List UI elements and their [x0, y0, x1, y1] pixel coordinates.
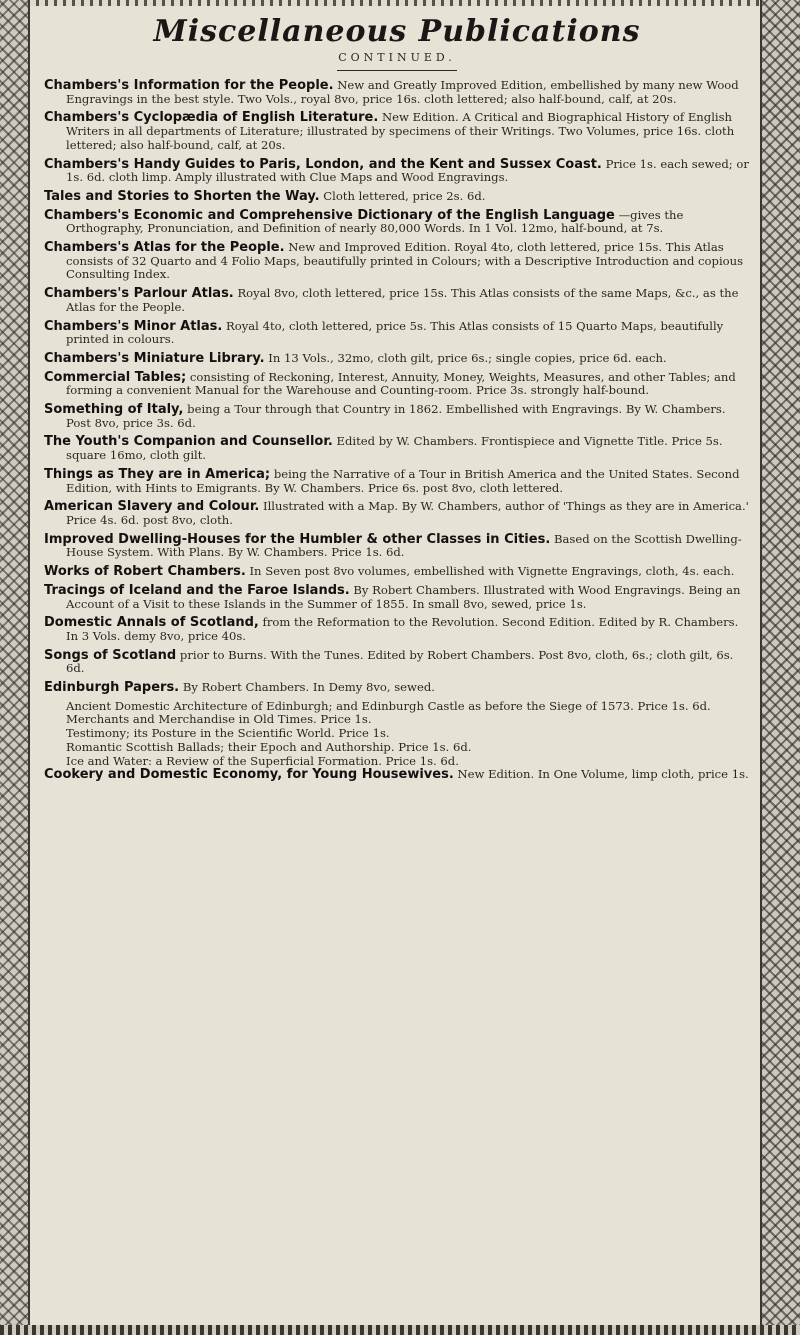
publication-entry — [44, 209, 750, 236]
publication-description: Cloth lettered, price 2s. 6d. — [323, 188, 486, 203]
publication-entry — [44, 79, 750, 106]
publication-entry — [44, 190, 750, 204]
publication-description: Royal 8vo, cloth lettered, price 15s. This Atlas consists of the same Maps, &c., as the Atlas for the People. — [66, 286, 739, 314]
publication-entry — [44, 649, 750, 676]
publication-title: Something of Italy, — [44, 402, 184, 418]
publication-description: Royal 4to, cloth lettered, price 5s. This Atlas consists of 15 Quarto Maps, beautifully printed in colours. — [66, 318, 724, 347]
publication-description: New and Improved Edition. Royal 4to, cloth lettered, price 15s. This Atlas consists of 32 Quarto and 4 Folio Maps, beautifully printed in Colours; with a Descriptive Introduction and copious Consulting Index. — [66, 240, 744, 282]
publication-title: Things as They are in America; — [44, 466, 271, 482]
left-border-ornament — [0, 0, 30, 1335]
publication-entry — [44, 435, 750, 462]
publication-title: Chambers's Parlour Atlas. — [44, 286, 234, 302]
publication-description: By Robert Chambers. In Demy 8vo, sewed. — [182, 680, 435, 695]
right-border-ornament — [760, 0, 800, 1335]
publication-entry — [44, 158, 750, 185]
publication-entry — [44, 111, 750, 152]
publication-subitem: Testimony; its Posture in the Scientific World. Price 1s. — [66, 726, 390, 741]
publication-description: Based on the Scottish Dwelling-House System. With Plans. By W. Chambers. Price 1s. 6d. — [66, 531, 742, 560]
publication-entry — [44, 533, 750, 560]
publication-entry — [44, 768, 750, 782]
publication-entry — [44, 352, 750, 366]
page-subtitle: CONTINUED. — [338, 51, 456, 64]
publication-entry — [44, 403, 750, 430]
entry-list — [44, 79, 750, 782]
publication-description: In 13 Vols., 32mo, cloth gilt, price 6s.; single copies, price 6d. each. — [268, 350, 667, 365]
publication-subitem: Merchants and Merchandise in Old Times. Price 1s. — [66, 712, 372, 727]
publication-title: Chambers's Atlas for the People. — [44, 240, 285, 256]
content-column — [44, 0, 750, 787]
publication-title: Songs of Scotland — [44, 647, 177, 663]
publication-title: Chambers's Economic and Comprehensive Dictionary of the English Language — [44, 207, 615, 223]
publication-description: consisting of Reckoning, Interest, Annuity, Money, Weights, Measures, and other Tables; and forming a convenient Manual for the Warehouse and Counting-room. Price 3s. strongly half-bound. — [66, 369, 736, 398]
publication-description: prior to Burns. With the Tunes. Edited by Robert Chambers. Post 8vo, cloth, 6s.; cloth gilt, 6s. 6d. — [66, 647, 734, 676]
publication-description: In Seven post 8vo volumes, embellished with Vignette Engravings, cloth, 4s. each. — [249, 564, 735, 579]
publication-description: being the Narrative of a Tour in British America and the United States. Second Edition, with Hints to Emigrants. By W. Chambers. Price 6s. post 8vo, cloth lettered. — [66, 466, 740, 495]
publication-entry — [44, 468, 750, 495]
publication-description: Edited by W. Chambers. Frontispiece and Vignette Title. Price 5s. square 16mo, cloth gilt. — [66, 434, 723, 463]
publication-entry — [44, 500, 750, 527]
publication-entry — [44, 584, 750, 611]
publication-entry — [44, 320, 750, 347]
publication-title: Chambers's Handy Guides to Paris, London, and the Kent and Sussex Coast. — [44, 156, 602, 172]
publication-description: New and Greatly Improved Edition, embellished by many new Wood Engravings in the best style. Two Vols., royal 8vo, price 16s. cloth lettered; also half-bound, calf, at 20s. — [66, 78, 739, 106]
publication-title: Chambers's Minor Atlas. — [44, 318, 223, 334]
publication-description: New Edition. In One Volume, limp cloth, price 1s. — [457, 767, 749, 782]
publication-title: Commercial Tables; — [44, 369, 187, 385]
publication-description: from the Reformation to the Revolution. Second Edition. Edited by R. Chambers. In 3 Vols. demy 8vo, price 40s. — [66, 615, 739, 643]
publication-description: being a Tour through that Country in 1862. Embellished with Engravings. By W. Chambers. Post 8vo, price 3s. 6d. — [66, 402, 726, 430]
publication-entry — [44, 241, 750, 282]
publication-title: Chambers's Cyclopædia of English Literature. — [44, 110, 379, 126]
publication-subitem: Romantic Scottish Ballads; their Epoch and Authorship. Price 1s. 6d. — [66, 739, 472, 754]
publication-entry — [44, 371, 750, 398]
publication-description: New Edition. A Critical and Biographical History of English Writers in all departments of Literature; illustrated by specimens of their Writings. Two Volumes, price 16s. cloth lettered; also half-bound, calf, at 20s. — [66, 110, 735, 152]
publication-title: Works of Robert Chambers. — [44, 564, 246, 580]
publication-subitem: Ancient Domestic Architecture of Edinburgh; and Edinburgh Castle as before the Siege of 1573. Price 1s. 6d. — [66, 698, 711, 713]
publication-entry — [44, 681, 750, 695]
publication-title: Tales and Stories to Shorten the Way. — [44, 188, 320, 204]
publication-title: Tracings of Iceland and the Faroe Islands. — [44, 582, 350, 598]
publication-title: Chambers's Information for the People. — [44, 78, 334, 93]
publication-description: By Robert Chambers. Illustrated with Wood Engravings. Being an Account of a Visit to these Islands in the Summer of 1855. In small 8vo, sewed, price 1s. — [66, 582, 741, 611]
publication-entry — [44, 565, 750, 579]
publication-description: Illustrated with a Map. By W. Chambers, author of 'Things as they are in America.' Price 4s. 6d. post 8vo, cloth. — [66, 499, 749, 527]
publication-subitem: Ice and Water: a Review of the Superficial Formation. Price 1s. 6d. — [66, 753, 459, 768]
publication-title: Edinburgh Papers. — [44, 680, 180, 696]
publication-title: Chambers's Miniature Library. — [44, 350, 265, 366]
page-title: Miscellaneous Publications — [153, 14, 641, 49]
publication-description: —gives the Orthography, Pronunciation, and Definition of nearly 80,000 Words. In 1 Vol. 12mo, half-bound, at 7s. — [66, 207, 684, 236]
title-divider — [337, 70, 457, 71]
publication-entry — [44, 287, 750, 314]
publication-title: The Youth's Companion and Counsellor. — [44, 434, 333, 450]
bottom-border-ornament — [0, 1325, 800, 1335]
publication-entry — [44, 616, 750, 643]
publication-title: Improved Dwelling-Houses for the Humbler & other Classes in Cities. — [44, 531, 551, 547]
publication-title: American Slavery and Colour. — [44, 499, 260, 515]
publication-description: Price 1s. each sewed; or 1s. 6d. cloth limp. Amply illustrated with Clue Maps and Wood Engravings. — [66, 156, 749, 185]
publication-title: Domestic Annals of Scotland, — [44, 615, 259, 631]
publication-title: Cookery and Domestic Economy, for Young Housewives. — [44, 767, 454, 783]
